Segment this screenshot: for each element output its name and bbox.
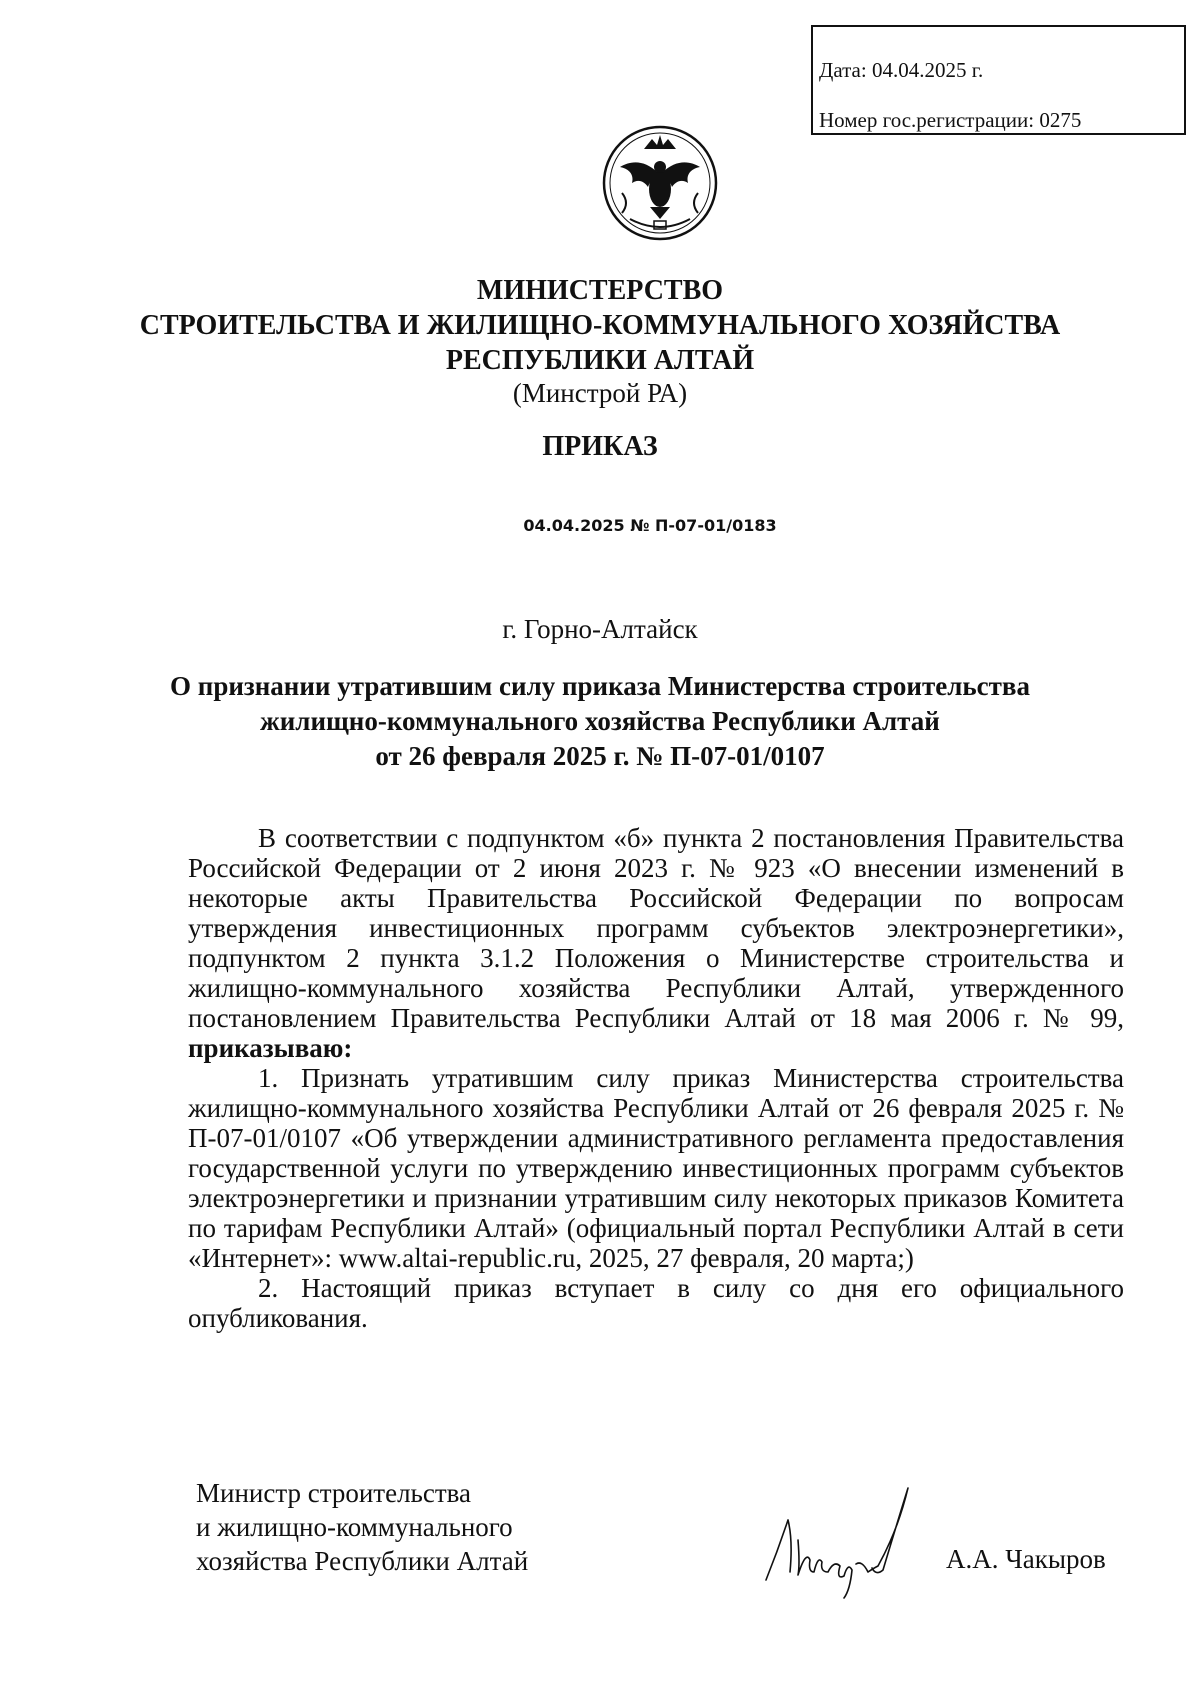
signer-position-line-2: и жилищно-коммунального — [196, 1512, 513, 1542]
ministry-line-1: МИНИСТЕРСТВО — [476, 275, 724, 306]
subject-line-2: жилищно-коммунального хозяйства Республики Алтай — [260, 706, 940, 736]
order-body — [188, 823, 1124, 1333]
registration-date-label: Дата: — [819, 58, 867, 82]
ministry-name — [0, 273, 1200, 378]
ministry-short-name: (Минстрой РА) — [512, 378, 688, 408]
signer-name: А.А. Чакыров — [946, 1544, 1106, 1574]
registration-number-value: 0275 — [1039, 108, 1082, 132]
registration-number-label: Номер гос.регистрации: — [819, 108, 1035, 132]
coat-of-arms-icon — [600, 123, 720, 243]
subject-line-1: О признании утратившим силу приказа Министерства строительства — [170, 671, 1030, 701]
order-title: ПРИКАЗ — [542, 431, 658, 462]
decree-word: приказываю: — [188, 1033, 353, 1063]
preamble-paragraph — [188, 823, 1124, 1063]
order-number: 04.04.2025 № П-07-01/0183 — [523, 516, 777, 535]
registration-number-row — [819, 95, 1184, 145]
ministry-line-2: СТРОИТЕЛЬСТВА И ЖИЛИЩНО-КОММУНАЛЬНОГО ХОЗЯЙСТВА — [139, 310, 1061, 341]
order-subject — [0, 669, 1200, 774]
item-1-paragraph: 1. Признать утратившим силу приказ Министерства строительства жилищно-коммунального хозяйства Республики Алтай от 26 февраля 2025 г. № П-07-01/0107 «Об утверждении административного регламента предоставления государственной услуги по утверждению инвестиционных программ субъектов электроэнергетики и признании утратившим силу некоторых приказов Комитета по тарифам Республики Алтай» (официальный портал Республики Алтай в сети «Интернет»: www.altai-republic.ru, 2025, 27 февраля, 20 марта;) — [188, 1063, 1124, 1273]
handwritten-signature-icon — [748, 1480, 928, 1600]
registration-stamp — [811, 25, 1186, 135]
preamble-text: В соответствии с подпунктом «б» пункта 2 постановления Правительства Российской Федерации от 2 июня 2023 г. № 923 «О внесении изменений в некоторые акты Правительства Российской Федерации по вопросам утверждения инвестиционных программ субъектов электроэнергетики», подпунктом 2 пункта 3.1.2 Положения о Министерстве строительства и жилищно-коммунального хозяйства Республики Алтай, утвержденного постановлением Правительства Республики Алтай от 18 мая 2006 г. № 99, — [188, 823, 1124, 1033]
registration-date-row — [819, 45, 1184, 95]
order-city: г. Горно-Алтайск — [502, 614, 698, 644]
signer-position-line-1: Министр строительства — [196, 1478, 472, 1508]
signer-position — [196, 1476, 528, 1578]
registration-date-value: 04.04.2025 г. — [871, 58, 984, 82]
subject-line-3: от 26 февраля 2025 г. № П-07-01/0107 — [375, 741, 825, 771]
item-2-paragraph: 2. Настоящий приказ вступает в силу со дня его официального опубликования. — [188, 1273, 1124, 1333]
signer-position-line-3: хозяйства Республики Алтай — [196, 1546, 529, 1576]
ministry-line-3: РЕСПУБЛИКИ АЛТАЙ — [445, 345, 755, 376]
